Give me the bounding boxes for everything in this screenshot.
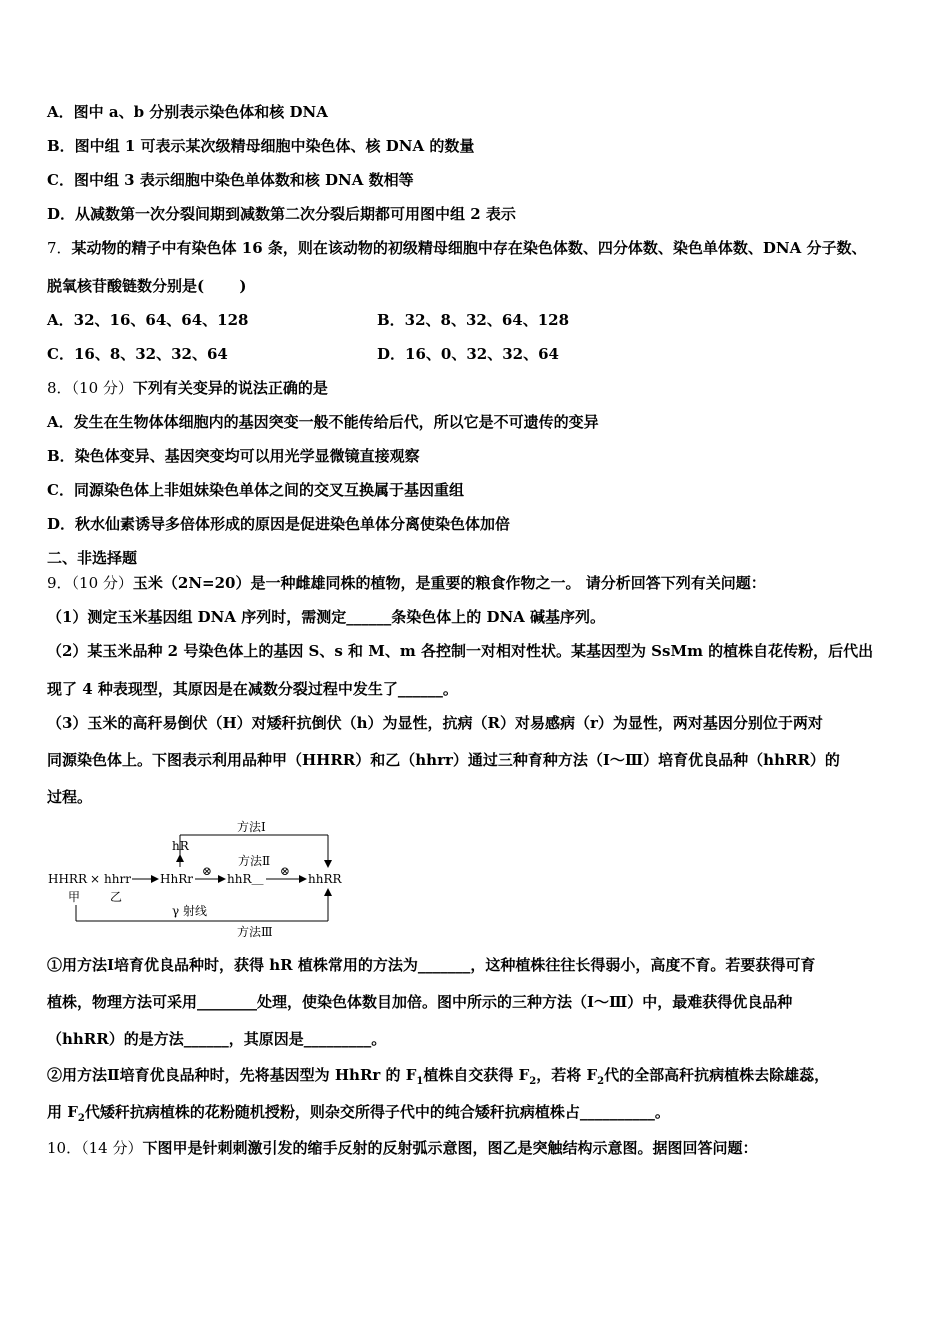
q9-stem [47, 573, 766, 593]
f2-genotype: hhR＿ [227, 872, 264, 886]
q7-number: 7． [47, 239, 72, 257]
q6-option-a: A．图中 a、b 分别表示染色体和核 DNA [47, 103, 328, 121]
q8-option-d: D．秋水仙素诱导多倍体形成的原因是促进染色单体分离使染色体加倍 [47, 515, 511, 533]
q9-sub1-line3: （hhRR）的是方法______，其原因是_________。 [47, 1030, 387, 1048]
gamma-ray-label: γ 射线 [172, 904, 207, 918]
q9-score: （10 分） [71, 574, 133, 592]
f2-subscript: 2 [529, 1076, 537, 1087]
method3-label: 方法Ⅲ [237, 925, 273, 939]
q9-part3-line2: 同源染色体上。下图表示利用品种甲（HHRR）和乙（hhrr）通过三种育种方法（Ⅰ～Ⅲ）培育优良品种（hhRR）的 [47, 751, 840, 769]
q8-option-b: B．染色体变异、基因突变均可以用光学显微镜直接观察 [47, 447, 420, 465]
q9-number: 9． [47, 574, 72, 592]
cross-sign: × [90, 872, 101, 886]
q9-part2-line2: 现了 4 种表现型，其原因是在减数分裂过程中发生了______。 [47, 680, 458, 698]
q10-stem-text: 下图甲是针刺刺激引发的缩手反射的反射弧示意图，图乙是突触结构示意图。据图回答问题： [142, 1139, 758, 1157]
q9-stem-text: 玉米（2N=20）是一种雌雄同株的植物，是重要的粮食作物之一。 请分析回答下列有关问题： [132, 574, 766, 592]
q9-sub2-line2 [47, 1102, 670, 1129]
q7-option-c: C．16、8、32、32、64 [47, 345, 228, 363]
q8-option-c: C．同源染色体上非姐妹染色单体之间的交叉互换属于基因重组 [47, 481, 464, 499]
q9-part3-line1: （3）玉米的高秆易倒伏（H）对矮秆抗倒伏（h）为显性，抗病（R）对易感病（r）为显性，两对基因分别位于两对 [47, 714, 823, 732]
q9-sub2-line1 [47, 1065, 829, 1092]
q9-part3-line3: 过程。 [47, 788, 93, 806]
selfing-symbol-1: ⊗ [202, 864, 213, 878]
q9-sub1-line2: 植株，物理方法可采用________处理，使染色体数目加倍。图中所示的三种方法（Ⅰ～Ⅲ）中，最难获得优良品种 [47, 993, 793, 1011]
q7-option-b: B．32、8、32、64、128 [377, 311, 570, 329]
q8-stem [47, 378, 328, 398]
parent-jia-label: 甲 [68, 890, 81, 904]
section-heading: 二、非选择题 [47, 549, 138, 567]
haploid-hR-label: hR [172, 839, 189, 853]
f2-subscript: 2 [77, 1113, 85, 1124]
q8-stem-text: 下列有关变异的说法正确的是 [132, 379, 328, 397]
q6-option-b: B．图中组 1 可表示某次级精母细胞中染色体、核 DNA 的数量 [47, 137, 475, 155]
q8-option-a: A．发生在生物体体细胞内的基因突变一般不能传给后代，所以它是不可遗传的变异 [47, 413, 599, 431]
method1-label: 方法Ⅰ [237, 820, 266, 834]
q8-number: 8． [47, 379, 72, 397]
q8-score: （10 分） [71, 379, 133, 397]
q9-sub2-text-e: 用 F [47, 1103, 78, 1121]
method2-label: 方法Ⅱ [238, 854, 271, 868]
parent-jia-genotype: HHRR [48, 872, 87, 886]
q9-sub2-text-c: ，若将 F [536, 1066, 598, 1084]
q9-sub2-text-a: ②用方法Ⅱ培育优良品种时，先将基因型为 HhRr 的 F [47, 1066, 417, 1084]
parent-yi-label: 乙 [110, 890, 123, 904]
q7-option-a: A．32、16、64、64、128 [47, 311, 249, 329]
q7-stem-line1 [47, 238, 866, 258]
q10-score: （14 分） [81, 1139, 143, 1157]
q10-stem [47, 1138, 757, 1158]
q7-stem-line2: 脱氧核苷酸链数分别是( ) [47, 277, 247, 295]
f1-genotype: HhRr [160, 872, 193, 886]
q9-sub2-text-f: 代矮秆抗病植株的花粉随机授粉，则杂交所得子代中的纯合矮秆抗病植株占__________。 [84, 1103, 670, 1121]
q9-part1: （1）测定玉米基因组 DNA 序列时，需测定______条染色体上的 DNA 碱基序列。 [47, 608, 606, 626]
q7-option-d: D．16、0、32、32、64 [377, 345, 559, 363]
q9-sub2-text-d: 代的全部高秆抗病植株去除雄蕊， [604, 1066, 830, 1084]
q9-sub2-text-b: 植株自交获得 F [423, 1066, 530, 1084]
f1-subscript: 1 [416, 1076, 424, 1087]
q6-option-d: D．从减数第一次分裂间期到减数第二次分裂后期都可用图中组 2 表示 [47, 205, 516, 223]
f2-subscript: 2 [597, 1076, 605, 1087]
q10-number: 10． [47, 1139, 82, 1157]
selfing-symbol-2: ⊗ [280, 864, 291, 878]
q7-stem-text: 某动物的精子中有染色体 16 条，则在该动物的初级精母细胞中存在染色体数、四分体数、染色单体数、DNA 分子数、 [71, 239, 867, 257]
breeding-methods-diagram [40, 815, 360, 940]
q6-option-c: C．图中组 3 表示细胞中染色单体数和核 DNA 数相等 [47, 171, 414, 189]
parent-yi-genotype: hhrr [104, 872, 131, 886]
q9-sub1-line1: ①用方法Ⅰ培育优良品种时，获得 hR 植株常用的方法为_______，这种植株往往长得弱小，高度不育。若要获得可育 [47, 956, 816, 974]
q9-part2-line1: （2）某玉米品种 2 号染色体上的基因 S、s 和 M、m 各控制一对相对性状。某基因型为 SsMm 的植株自花传粉，后代出 [47, 642, 874, 660]
target-genotype: hhRR [308, 872, 342, 886]
